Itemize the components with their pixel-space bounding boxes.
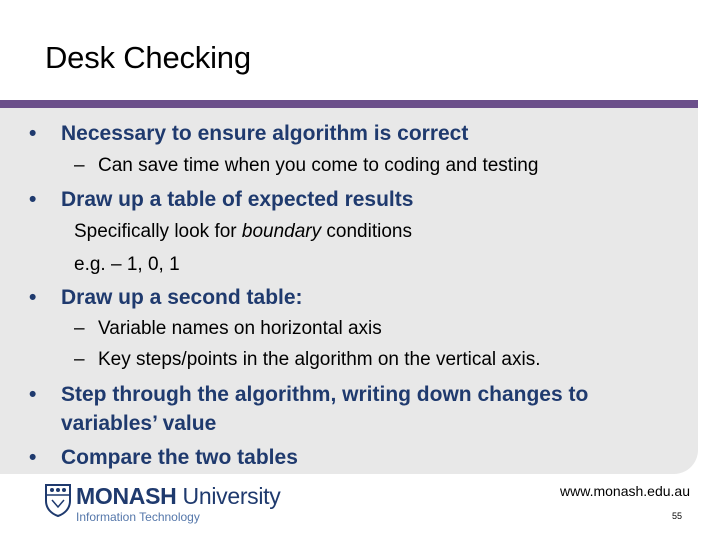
title-divider — [0, 100, 698, 108]
dash-marker: – — [74, 155, 85, 176]
bullet-item — [29, 285, 303, 311]
content-panel — [0, 108, 698, 474]
bullet-text: Necessary to ensure algorithm is correct — [61, 122, 469, 145]
bullet-item — [29, 187, 414, 213]
sub-bullet-text-post: conditions — [321, 221, 412, 242]
bullet-marker: • — [29, 122, 37, 145]
bullet-item-continuation — [61, 411, 216, 437]
sub-bullet-text: Key steps/points in the algorithm on the vertical axis. — [98, 349, 541, 370]
bullet-text: Draw up a second table: — [61, 286, 303, 309]
bullet-item — [29, 445, 298, 471]
dash-marker: – — [74, 349, 85, 370]
sub-bullet-text: Variable names on horizontal axis — [98, 318, 382, 339]
sub-bullet-item — [74, 154, 539, 178]
page-number: 55 — [671, 511, 682, 521]
bullet-item — [29, 382, 589, 408]
bullet-marker: • — [29, 188, 37, 211]
bullet-text: Step through the algorithm, writing down changes to — [61, 383, 589, 406]
sub-bullet-item — [74, 317, 382, 341]
sub-bullet-item — [74, 220, 412, 244]
emphasis-text: boundary — [241, 221, 322, 242]
logo-wordmark-bold: MONASH — [76, 483, 177, 509]
bullet-text: variables’ value — [61, 412, 217, 435]
sub-bullet-text: Can save time when you come to coding and testing — [98, 155, 539, 176]
dash-marker: – — [74, 318, 85, 339]
sub-bullet-text: e.g. – 1, 0, 1 — [74, 254, 180, 275]
bullet-text: Draw up a table of expected results — [61, 188, 414, 211]
bullet-marker: • — [29, 383, 37, 406]
footer-url: www.monash.edu.au — [560, 483, 690, 499]
slide-title: Desk Checking — [45, 40, 251, 75]
logo-subtitle: Information Technology — [76, 510, 200, 524]
crest-icon — [44, 483, 72, 517]
bullet-marker: • — [29, 286, 37, 309]
bullet-marker: • — [29, 446, 37, 469]
bullet-item — [29, 121, 469, 147]
sub-bullet-item — [74, 348, 541, 372]
logo-wordmark — [76, 483, 280, 510]
logo-wordmark-rest: University — [176, 483, 281, 509]
monash-logo — [44, 483, 284, 529]
sub-bullet-item — [74, 253, 180, 277]
bullet-text: Compare the two tables — [61, 446, 298, 469]
sub-bullet-text-pre: Specifically look for — [74, 221, 242, 242]
